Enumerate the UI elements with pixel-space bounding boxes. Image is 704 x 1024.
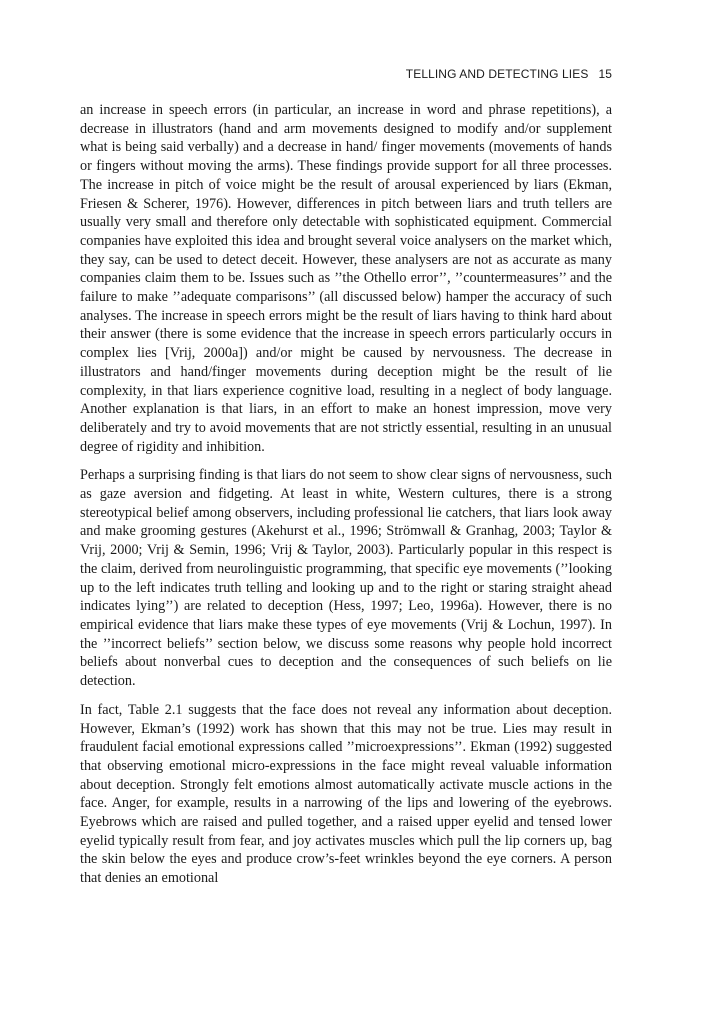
running-head — [406, 67, 612, 81]
paragraph-1: an increase in speech errors (in particular, an increase in word and phrase repetitions), a decrease in illustrators (hand and arm movements designed to modify and/or supplement what is being said verbally) and a decrease in hand/ finger movements (movements of hands or fingers without moving the arms). These findings provide support for all three processes. The increase in pitch of voice might be the result of arousal experienced by liars (Ekman, Friesen & Scherer, 1976). However, differences in pitch between liars and truth tellers are usually very small and therefore only detectable with sophisticated equipment. Commercial companies have exploited this idea and brought several voice analysers on the market which, they say, can be used to detect deceit. However, these analysers are not as accurate as many companies claim them to be. Issues such as ’’the Othello error’’, ’’countermeasures’’ and the failure to make ’’adequate comparisons’’ (all discussed below) hamper the accuracy of such analyses. The increase in speech errors might be the result of liars having to think hard about their answer (there is some evidence that the increase in speech errors particularly occurs in complex lies [Vrij, 2000a]) and/or might be caused by nervousness. The decrease in illustrators and hand/finger movements during deception might be the result of lie complexity, in that liars experience cognitive load, resulting in a neglect of body language. Another explanation is that liars, in an effort to make an honest impression, move very deliberately and try to avoid movements that are not strictly essential, resulting in an unusual degree of rigidity and inhibition. — [80, 102, 612, 455]
paragraph-2: Perhaps a surprising finding is that liars do not seem to show clear signs of nervousness, such as gaze aversion and fidgeting. At least in white, Western cultures, there is a strong stereotypical belief among observers, including professional lie catchers, that liars look away and make grooming gestures (Akehurst et al., 1996; Strömwall & Granhag, 2003; Taylor & Vrij, 2000; Vrij & Semin, 1996; Vrij & Taylor, 2003). Particularly popular in this respect is the claim, derived from neurolinguistic programming, that specific eye movements (’’looking up to the left indicates truth telling and looking up and to the right or staring straight ahead indicates lying’’) are related to deception (Hess, 1997; Leo, 1996a). However, there is no empirical evidence that liars make these types of eye movements (Vrij & Lochun, 1997). In the ’’incorrect beliefs’’ section below, we discuss some reasons why people hold incorrect beliefs about nonverbal cues to deception and the consequences of such beliefs on lie detection. — [80, 467, 612, 690]
page-number: 15 — [598, 67, 612, 81]
body-text — [80, 101, 612, 898]
running-head-title: TELLING AND DETECTING LIES — [405, 67, 589, 81]
paragraph-3: In fact, Table 2.1 suggests that the face does not reveal any information about deception. However, Ekman’s (1992) work has shown that this may not be true. Lies may result in fraudulent facial emotional expressions called ’’microexpressions’’. Ekman (1992) suggested that observing emotional micro-expressions in the face might reveal valuable information about deception. Strongly felt emotions almost automatically activate muscle actions in the face. Anger, for example, results in a narrowing of the lips and lowering of the eyebrows. Eyebrows which are raised and pulled together, and a raised upper eyelid and tensed lower eyelid typically result from fear, and joy activates muscles which pull the lip corners up, bag the skin below the eyes and produce crow’s-feet wrinkles beyond the eye corners. A person that denies an emotional — [80, 701, 612, 887]
